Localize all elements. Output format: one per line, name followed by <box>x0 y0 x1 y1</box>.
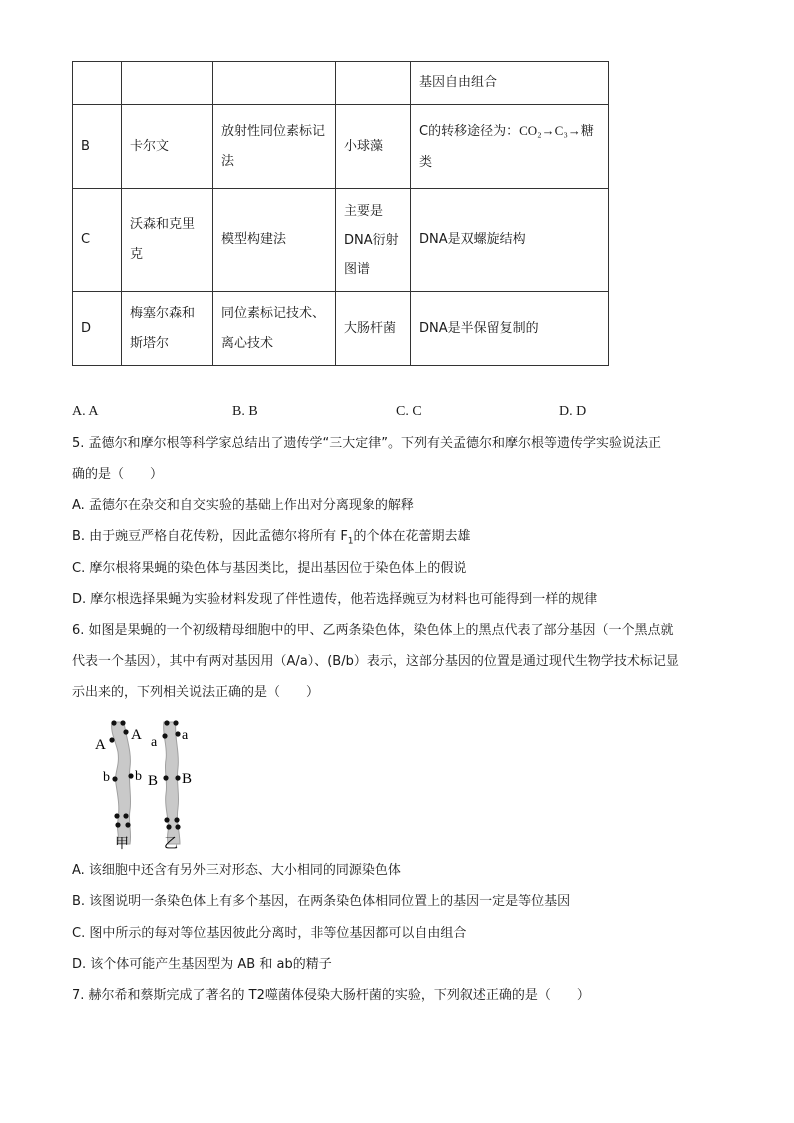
gene-dot <box>162 733 167 738</box>
row-label: D <box>73 292 122 366</box>
gene-dot <box>163 775 168 780</box>
gene-label: B <box>182 771 193 787</box>
gene-dot <box>120 720 125 725</box>
q6-option-a[interactable]: A. 该细胞中还含有另外三对形态、大小相同的同源染色体 <box>72 863 401 878</box>
gene-dot <box>125 822 130 827</box>
conclusion-prefix: C的转移途径为： <box>419 123 520 139</box>
q5-option-c[interactable]: C. 摩尔根将果蝇的染色体与基因类比，提出基因位于染色体上的假说 <box>72 561 467 576</box>
subscript: 1 <box>347 536 354 547</box>
q6-stem: 示出来的，下列相关说法正确的是（ ） <box>72 685 320 700</box>
gene-dot <box>175 731 180 736</box>
method-cell: 模型构建法 <box>213 189 336 292</box>
q5-stem: 5. 孟德尔和摩尔根等科学家总结出了遗传学“三大定律”。下列有关孟德尔和摩尔根等遗传学实验说法正 <box>72 436 662 451</box>
gene-dot <box>123 813 128 818</box>
gene-label: b <box>103 770 110 785</box>
conclusion-cell: 基因自由组合 <box>411 62 609 105</box>
gene-label: A <box>95 737 106 753</box>
material-cell <box>336 62 411 105</box>
row-label: B <box>73 105 122 189</box>
gene-dot <box>173 720 178 725</box>
figure-caption-yi: 乙 <box>164 836 178 852</box>
gene-dot <box>174 817 179 822</box>
option-d[interactable]: D. D <box>559 404 587 419</box>
scientist-cell: 卡尔文 <box>122 105 213 189</box>
gene-dot <box>109 737 114 742</box>
q7-stem: 7. 赫尔希和蔡斯完成了著名的 T2噬菌体侵染大肠杆菌的实验，下列叙述正确的是（ ） <box>72 988 590 1003</box>
scientist-cell <box>122 62 213 105</box>
table-row <box>73 292 609 366</box>
option-c[interactable]: C. C <box>396 404 422 419</box>
table-row <box>73 105 609 189</box>
gene-dot <box>164 720 169 725</box>
q6-option-b[interactable]: B. 该图说明一条染色体上有多个基因，在两条染色体相同位置上的基因一定是等位基因 <box>72 894 571 909</box>
material-cell: 小球藻 <box>336 105 411 189</box>
gene-label: a <box>151 735 158 750</box>
method-cell: 同位素标记技术、离心技术 <box>213 292 336 366</box>
figure-caption-jia: 甲 <box>115 836 129 852</box>
material-cell: 大肠杆菌 <box>336 292 411 366</box>
option-a[interactable]: A. A <box>72 404 99 419</box>
row-label: C <box>73 189 122 292</box>
gene-dot <box>111 720 116 725</box>
q5-option-b[interactable] <box>72 528 471 551</box>
table-row <box>73 189 609 292</box>
scientist-cell: 沃森和克里克 <box>122 189 213 292</box>
q5-stem: 确的是（ ） <box>72 467 164 482</box>
q6-option-c[interactable]: C. 图中所示的每对等位基因彼此分离时，非等位基因都可以自由组合 <box>72 926 467 941</box>
chromosome-figure <box>90 712 220 857</box>
gene-label: B <box>148 773 159 789</box>
gene-dot <box>115 822 120 827</box>
gene-dot <box>164 817 169 822</box>
q6-stem: 6. 如图是果蝇的一个初级精母细胞中的甲、乙两条染色体，染色体上的黑点代表了部分基因（一个黑点就 <box>72 623 674 638</box>
experiment-table <box>72 61 609 366</box>
gene-dot <box>128 773 133 778</box>
gene-label: b <box>135 769 142 784</box>
q4-options <box>72 404 732 420</box>
option-b[interactable]: B. B <box>232 404 258 419</box>
gene-label: A <box>131 727 142 743</box>
conclusion-cell: DNA是半保留复制的 <box>411 292 609 366</box>
conclusion-cell <box>411 105 609 189</box>
gene-label: a <box>182 728 189 743</box>
scientist-cell: 梅塞尔森和斯塔尔 <box>122 292 213 366</box>
q5-option-b-text: B. 由于豌豆严格自花传粉，因此孟德尔将所有 F <box>72 529 348 544</box>
conclusion-formula: CO₂→C₃→糖类 <box>419 122 594 169</box>
gene-dot <box>175 775 180 780</box>
gene-dot <box>114 813 119 818</box>
gene-dot <box>123 729 128 734</box>
row-label <box>73 62 122 105</box>
gene-dot <box>175 824 180 829</box>
method-cell <box>213 62 336 105</box>
method-cell: 放射性同位素标记法 <box>213 105 336 189</box>
conclusion-cell: DNA是双螺旋结构 <box>411 189 609 292</box>
gene-dot <box>166 824 171 829</box>
table-row <box>73 62 609 105</box>
q5-option-d[interactable]: D. 摩尔根选择果蝇为实验材料发现了伴性遗传，他若选择豌豆为材料也可能得到一样的规律 <box>72 592 598 607</box>
q5-option-b-text: 的个体在花蕾期去雄 <box>353 529 471 544</box>
material-cell: 主要是DNA衍射图谱 <box>336 189 411 292</box>
q6-option-d[interactable]: D. 该个体可能产生基因型为 AB 和 ab的精子 <box>72 957 332 972</box>
q5-option-a[interactable]: A. 孟德尔在杂交和自交实验的基础上作出对分离现象的解释 <box>72 498 414 513</box>
q6-stem: 代表一个基因），其中有两对基因用（A/a）、(B/b）表示，这部分基因的位置是通过现代生物学技术标记显 <box>72 654 679 669</box>
gene-dot <box>112 776 117 781</box>
